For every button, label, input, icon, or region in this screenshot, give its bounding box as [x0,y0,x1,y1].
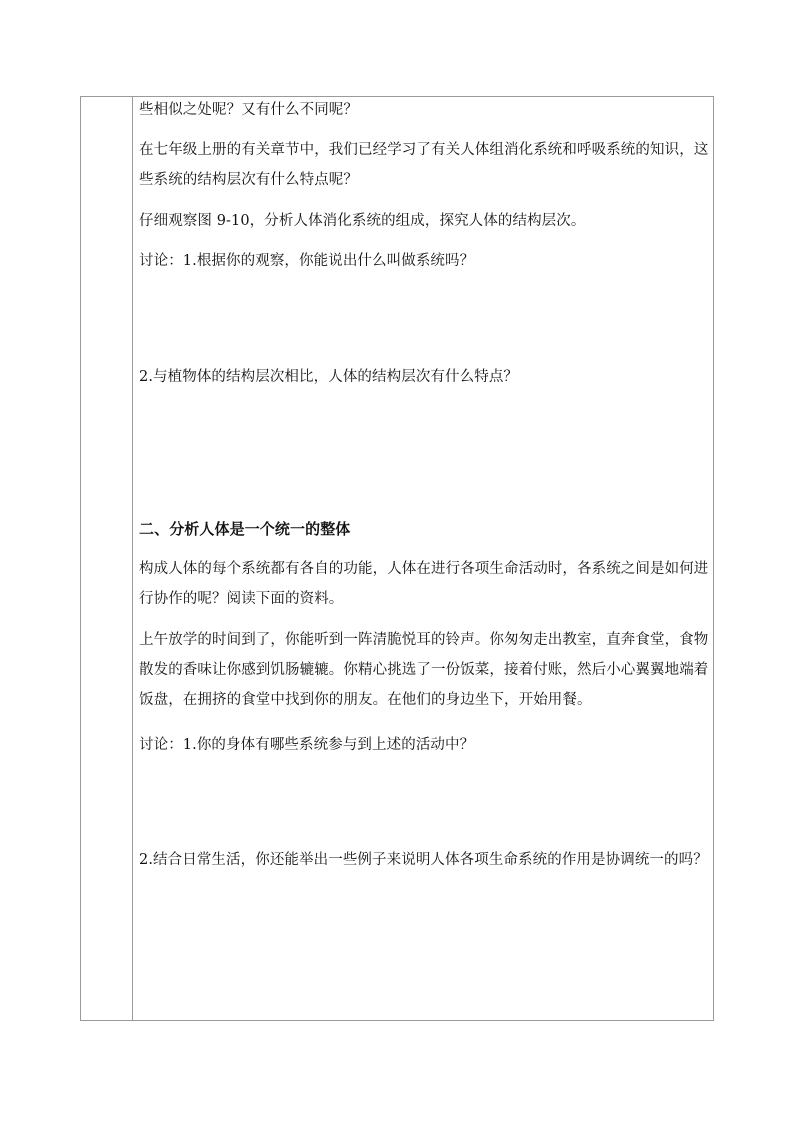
section-heading: 二、分析人体是一个统一的整体 [139,520,351,538]
paragraph-observe: 仔细观察图 9-10，分析人体消化系统的组成，探究人体的结构层次。 [139,213,586,229]
paragraph-systems: 构成人体的每个系统都有各自的功能，人体在进行各项生命活动时，各系统之间是如何进行协作的呢？阅读下面的资料。 [139,561,709,607]
paragraph-continuation: 些相似之处呢？又有什么不同呢？ [139,102,358,118]
lesson-table [80,96,714,1021]
discussion-question-4: 2.结合日常生活，你还能举出一些例子来说明人体各项生命系统的作用是协调统一的吗？ [139,852,708,868]
discussion-question-1: 讨论：1.根据你的观察，你能说出什么叫做系统吗？ [139,253,475,269]
table-left-column [81,97,133,1020]
paragraph-intro: 在七年级上册的有关章节中，我们已经学习了有关人体组消化系统和呼吸系统的知识，这些系统的结构层次有什么特点呢？ [139,142,709,188]
discussion-question-3: 讨论：1.你的身体有哪些系统参与到上述的活动中？ [139,737,475,753]
discussion-question-2: 2.与植物体的结构层次相比，人体的结构层次有什么特点？ [139,369,519,385]
paragraph-reading-material: 上午放学的时间到了，你能听到一阵清脆悦耳的铃声。你匆匆走出教室，直奔食堂，食物散发的香味让你感到饥肠辘辘。你精心挑选了一份饭菜，接着付账，然后小心翼翼地端着饭盘，在拥挤的食堂中找到你的朋友。在他们的身边坐下，开始用餐。 [139,632,709,708]
